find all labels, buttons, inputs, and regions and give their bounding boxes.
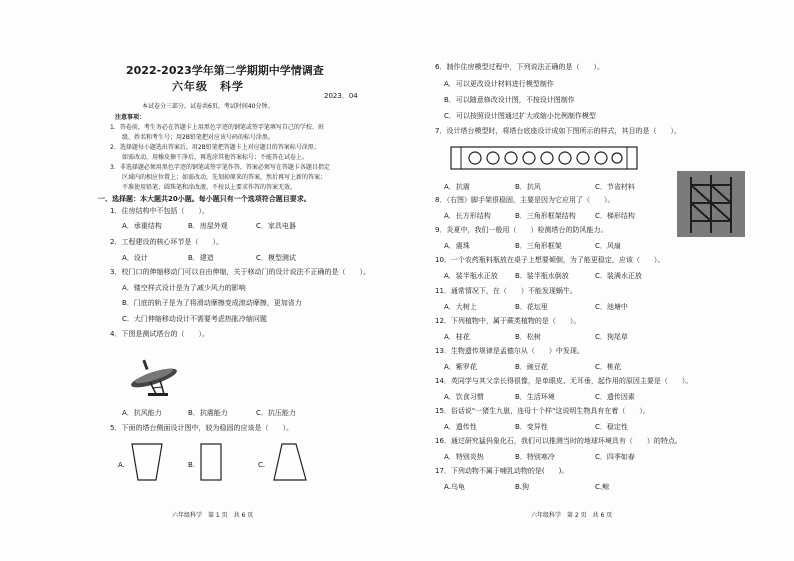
question-stem: 15．俗话说"一猪生九崽，连母十个样"这说明生物具有在着（ ）。 [435,407,650,415]
option-b: B．房屋外观 [188,222,228,230]
option-a: A．装半瓶水正放 [444,272,498,280]
question-stem: 5．下面的塔台侧面设计图中，较为稳固的应该是（ ）。 [110,424,293,432]
option-b: B．花坛里 [515,303,548,311]
tower-base-diagram [449,145,639,171]
option-a: A．大树上 [444,303,477,311]
option-a: A．震珠 [444,242,470,250]
rectangle-diagram [200,442,222,482]
option-c: C．梯形结构 [595,212,635,220]
notes-title: 注意事项： [115,114,146,121]
option-b: B．门底的轨子是为了将滑动摩擦变成滚动摩擦，更加省力 [122,299,302,307]
option-b: B. [188,461,196,469]
option-c: C．遗传因素 [595,393,635,401]
trapezoid-inverted-diagram [130,442,164,482]
option-c: C．抗压能力 [256,409,296,417]
option-b: B．抗震能力 [188,409,228,417]
option-b: B．生活环境 [515,393,555,401]
option-a: A．抗震 [444,183,470,191]
option-c: C．大门伸缩移动设计不需要考虑热胀冷缩问题 [122,315,267,323]
option-a: A．镂空样式设计是为了减少风力的影响 [122,284,246,292]
option-b: B．松树 [515,333,541,341]
option-a: A．桂花 [444,333,470,341]
exam-date: 2023．04 [324,92,358,100]
note-line: 2．选择题每小题选出答案后，用2B铅笔把答题卡上对应题目的答案标号涂黑； [110,144,320,151]
note-line: 如需改动，用橡皮擦干净后，再选涂其他答案标号；不能答在试卷上。 [122,154,309,161]
question-stem: 8．（右图）脚手架很稳固，主要是因为它应用了（ ）。 [435,196,615,204]
option-c: C．稳定性 [595,423,628,431]
option-c: C．风扇 [595,242,621,250]
option-c: C．桃花 [595,363,621,371]
question-stem: 7．设计塔台模型时，将塔台底座设计成如下图所示的样式，其目的是（ ）。 [435,127,681,135]
scaffold-photo [677,171,745,237]
option-c: C.鲸 [595,483,610,491]
tower-wind-test-illustration [126,354,186,396]
page-2 [397,0,794,561]
note-line: 3．非选择题必须用黑色字迹的钢笔或签字笔作答，答案必须写在答题卡各题目指定 [110,164,330,171]
option-c: C．模型测试 [256,254,296,262]
option-a: A．抗风能力 [122,409,162,417]
option-c: C．节省材料 [595,183,635,191]
question-stem: 10．一个农药瓶料瓶放在桌子上想要倾倒，为了能更稳定，应该（ ）。 [435,256,665,264]
option-b: B.狗 [515,483,530,491]
option-b: B．三角形框架 [515,242,562,250]
question-stem: 13．生物遗传规律是孟德尔从（ ）中发现。 [435,347,584,355]
question-stem: 11．通常情况下，在（ ）不能发现蜗牛。 [435,287,577,295]
note-line: 级、姓名和考生号；用2B铅笔把对应该号码的标号涂黑。 [122,134,274,141]
note-line: 不准使用铅笔、圆珠笔和涂改液。不按以上要求作答的答案无效。 [122,184,297,191]
option-b: B．可以随意修改设计图，不按设计图制作 [444,96,575,104]
note-line: 1．答卷前，考生务必在答题卡上用黑色字迹的钢笔或签字笔填写自己的学校、班 [110,124,324,131]
option-a: A．设计 [122,254,148,262]
question-stem: 16．通过研究猛犸象化石，我们可以推测当时的地球环境具有（ ）的特点。 [435,437,682,445]
option-c: C．家具电器 [256,222,296,230]
trapezoid-upright-diagram [272,442,308,482]
option-a: A．特别炎热 [444,453,484,461]
question-stem: 6．制作住房模型过程中，下列说法正确的是（ ）。 [435,63,604,71]
option-a: A．承重结构 [122,222,162,230]
question-stem: 2．工程建设的核心环节是（ ）。 [110,238,223,246]
question-stem: 9．炎夏中，我们一般用（ ）检测塔台的防风能力。 [435,226,608,234]
option-c: C．池塘中 [595,303,628,311]
option-b: B．豌豆花 [515,363,548,371]
option-b: B．装半瓶水倒放 [515,272,569,280]
option-a: A．遗传性 [444,423,477,431]
option-a: A. [118,461,125,469]
option-c: C．可以按照设计图通过扩大或缩小比例制作模型 [444,112,596,120]
option-c: C. [258,461,266,469]
option-a: A．长方形结构 [444,212,491,220]
section-heading: 一、选择题：本大题共20小题。每小题只有一个选项符合题目要求。 [98,195,311,203]
option-a: A．紫罗花 [444,363,477,371]
page-footer: 六年级科学 第 1 页 共 6 页 [172,512,254,519]
option-b: B．特别寒冷 [515,453,555,461]
question-stem: 4．下图是测试塔台的（ ）。 [110,330,209,338]
option-a: A．可以更改设计材料进行模型制作 [444,80,554,88]
exam-info: 本试卷分三部分，试卷共6页，考试时间40分钟。 [142,103,274,110]
option-c: C．装满水正放 [595,272,642,280]
option-b: B．变异性 [515,423,548,431]
question-stem: 1．住房结构中不包括（ ）。 [110,207,209,215]
option-c: C．四季如春 [595,453,635,461]
option-c: C．狗尾草 [595,333,628,341]
question-stem: 12．下列植物中，属于蕨类植物的是（ ）。 [435,317,581,325]
note-line: 区域内的相应位置上；如需改动，先划掉原来的答案，然后再写上新的答案； [122,174,327,181]
option-a: A.乌龟 [444,483,465,491]
page-footer: 六年级科学 第 2 页 共 6 页 [531,512,613,519]
exam-title: 2022-2023学年第二学期期中学情调查 [126,64,324,77]
question-stem: 14．英同学与其父亲长得很像，是单眼皮、无耳垂，起作用的原因主要是（ ）。 [435,377,693,385]
option-a: A．饮食习惯 [444,393,484,401]
option-b: B．抗风 [515,183,541,191]
question-stem: 3．校门口的伸缩移动门可以自由伸缩，关于移动门的设计说法不正确的是（ ）。 [110,268,370,276]
option-b: B．建造 [188,254,214,262]
exam-subtitle: 六年级 科学 [172,80,244,93]
question-stem: 17．下列动物不属于哺乳动物的是( )。 [435,467,569,475]
option-b: B．三角形框架结构 [515,212,576,220]
